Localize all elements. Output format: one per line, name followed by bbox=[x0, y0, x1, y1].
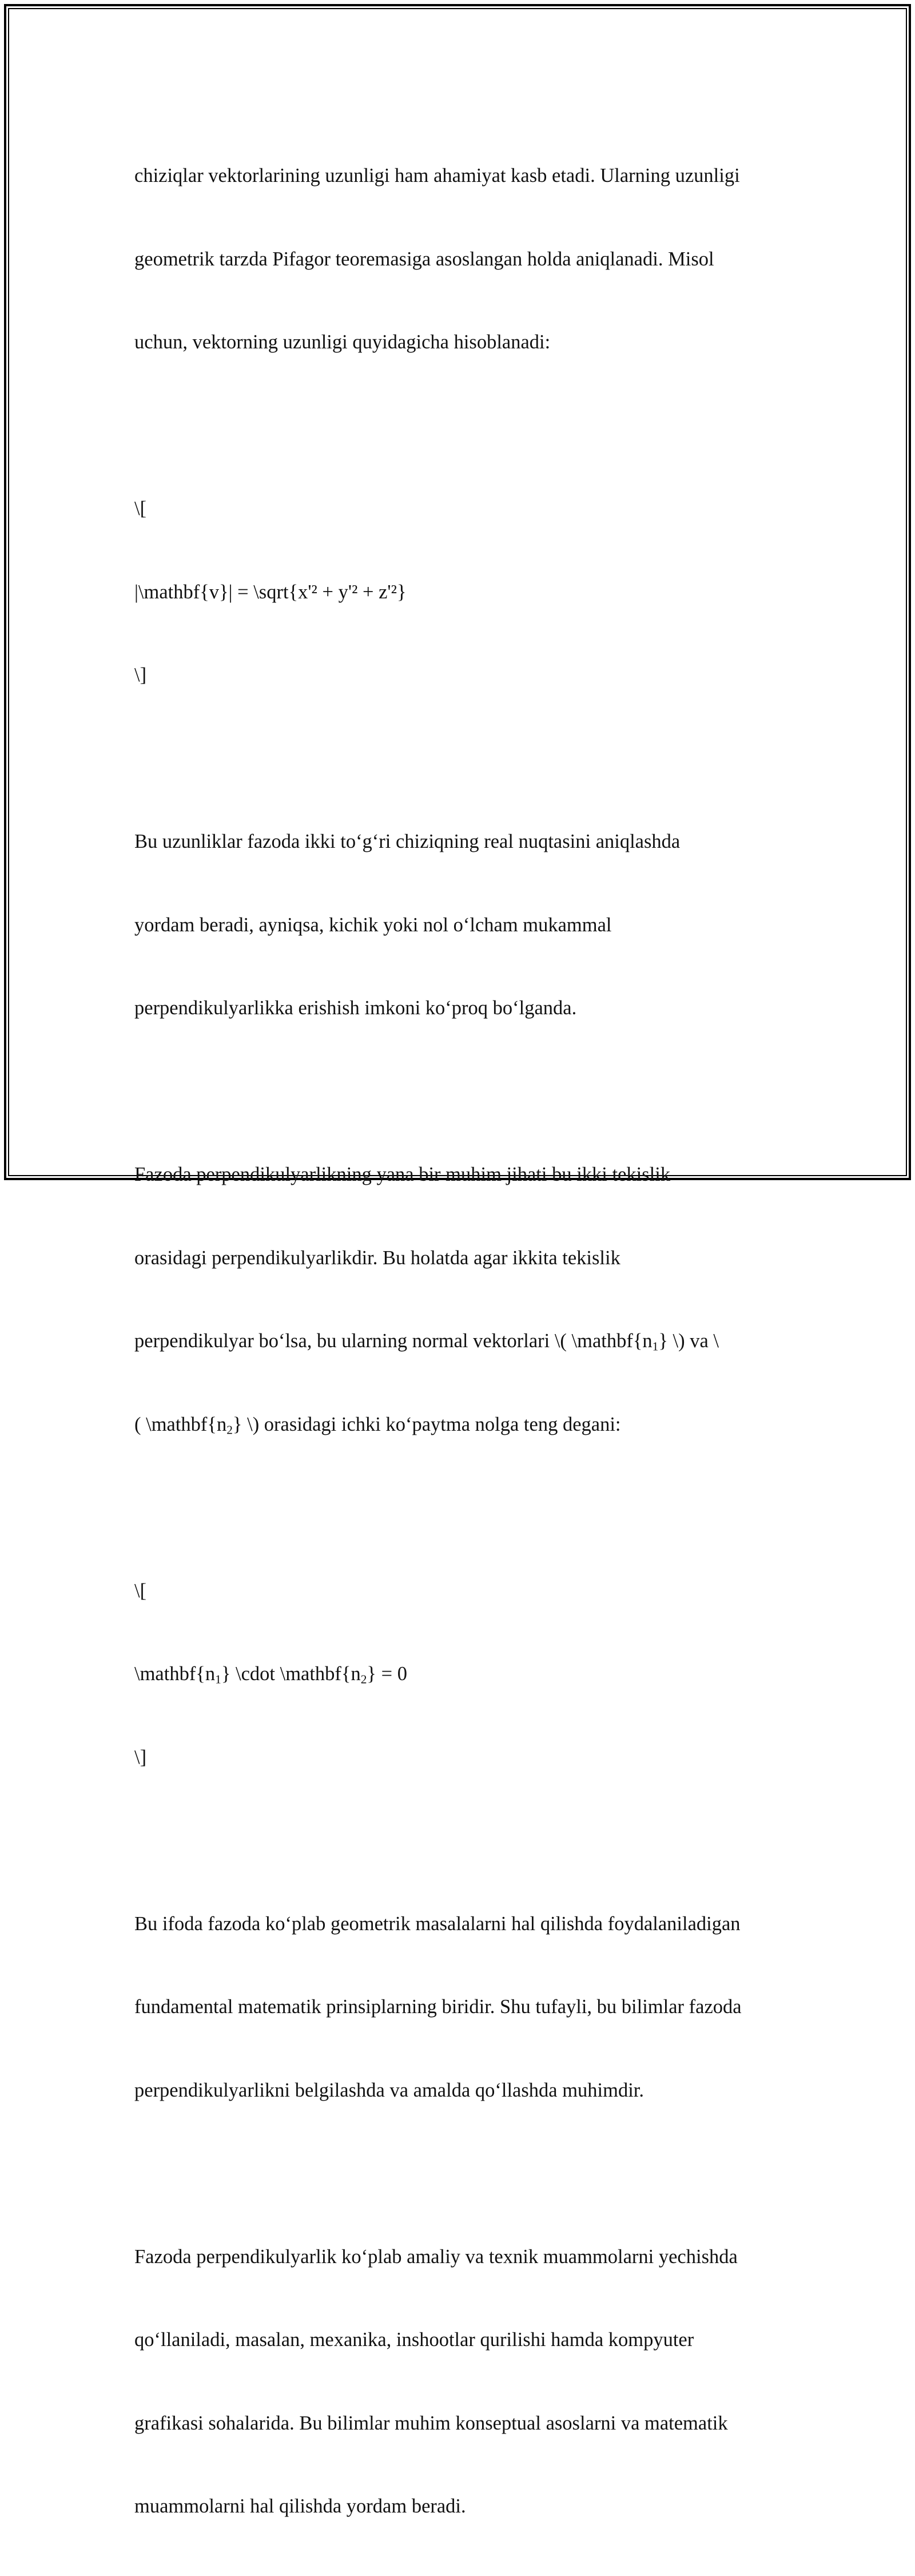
formula-fragment: } = 0 bbox=[367, 1663, 407, 1685]
text-line: fundamental matematik prinsiplarning biridir. Shu tufayli, bu bilimlar fazoda bbox=[134, 1996, 742, 2018]
text-line: Bu ifoda fazoda ko‘plab geometrik masalalarni hal qilishda foydalaniladigan bbox=[134, 1912, 741, 1935]
text-fragment: perpendikulyar bo‘lsa, bu ularning normal vektorlari \( \mathbf{n bbox=[134, 1330, 653, 1352]
paragraph-applications bbox=[134, 2188, 798, 2576]
text-line: uchun, vektorning uzunligi quyidagicha hisoblanadi: bbox=[134, 331, 551, 353]
text-line: muammolarni hal qilishda yordam beradi. bbox=[134, 2495, 466, 2517]
formula-line: |\mathbf{v}| = \sqrt{x'² + y'² + z'²} bbox=[134, 581, 407, 603]
formula-line: \[ bbox=[134, 498, 147, 519]
formula-vector-length bbox=[134, 439, 798, 745]
subscript: 1 bbox=[215, 1672, 221, 1686]
paragraph-plane-perpendicularity bbox=[134, 1105, 798, 1494]
text-line: geometrik tarzda Pifagor teoremasiga asoslangan holda aniqlanadi. Misol bbox=[134, 248, 714, 270]
formula-fragment: \mathbf{n bbox=[134, 1663, 216, 1685]
text-line: qo‘llaniladi, masalan, mexanika, inshootlar qurilishi hamda kompyuter bbox=[134, 2329, 694, 2351]
subscript: 1 bbox=[652, 1339, 659, 1354]
text-fragment: ( \mathbf{n bbox=[134, 1413, 227, 1435]
paragraph-lengths-usage bbox=[134, 772, 798, 1078]
text-line: Bu uzunliklar fazoda ikki to‘g‘ri chiziqning real nuqtasini aniqlashda bbox=[134, 831, 681, 852]
text-fragment: } \) orasidagi ichki ko‘paytma nolga teng degani: bbox=[232, 1413, 621, 1435]
text-line: yordam beradi, ayniqsa, kichik yoki nol o‘lcham mukammal bbox=[134, 914, 612, 936]
text-fragment: } \) va \ bbox=[658, 1330, 719, 1352]
text-line: chiziqlar vektorlarining uzunligi ham ahamiyat kasb etadi. Ularning uzunligi bbox=[134, 165, 740, 186]
text-line: perpendikulyarlikni belgilashda va amalda qo‘llashda muhimdir. bbox=[134, 2079, 645, 2101]
formula-line: \] bbox=[134, 1746, 147, 1768]
subscript: 2 bbox=[360, 1672, 367, 1686]
text-line: Fazoda perpendikulyarlikning yana bir muhim jihati bu ikki tekislik bbox=[134, 1164, 671, 1185]
formula-fragment: } \cdot \mathbf{n bbox=[221, 1663, 361, 1685]
formula-line bbox=[134, 1660, 798, 1688]
text-line: Fazoda perpendikulyarlik ko‘plab amaliy va texnik muammolarni yechishda bbox=[134, 2245, 738, 2268]
document-body bbox=[134, 106, 798, 2576]
text-line: grafikasi sohalarida. Bu bilimlar muhim konseptual asoslarni va matematik bbox=[134, 2412, 728, 2434]
text-line bbox=[134, 1411, 798, 1439]
formula-line: \[ bbox=[134, 1579, 147, 1602]
formula-dot-product bbox=[134, 1522, 798, 1827]
text-line bbox=[134, 1327, 798, 1355]
paragraph-fundamental-principles bbox=[134, 1855, 798, 2160]
formula-line: \] bbox=[134, 664, 147, 686]
paragraph-vector-length bbox=[134, 106, 798, 412]
subscript: 2 bbox=[226, 1422, 233, 1436]
text-line: orasidagi perpendikulyarlikdir. Bu holatda agar ikkita tekislik bbox=[134, 1247, 620, 1269]
text-line: perpendikulyarlikka erishish imkoni ko‘proq bo‘lganda. bbox=[134, 997, 577, 1019]
